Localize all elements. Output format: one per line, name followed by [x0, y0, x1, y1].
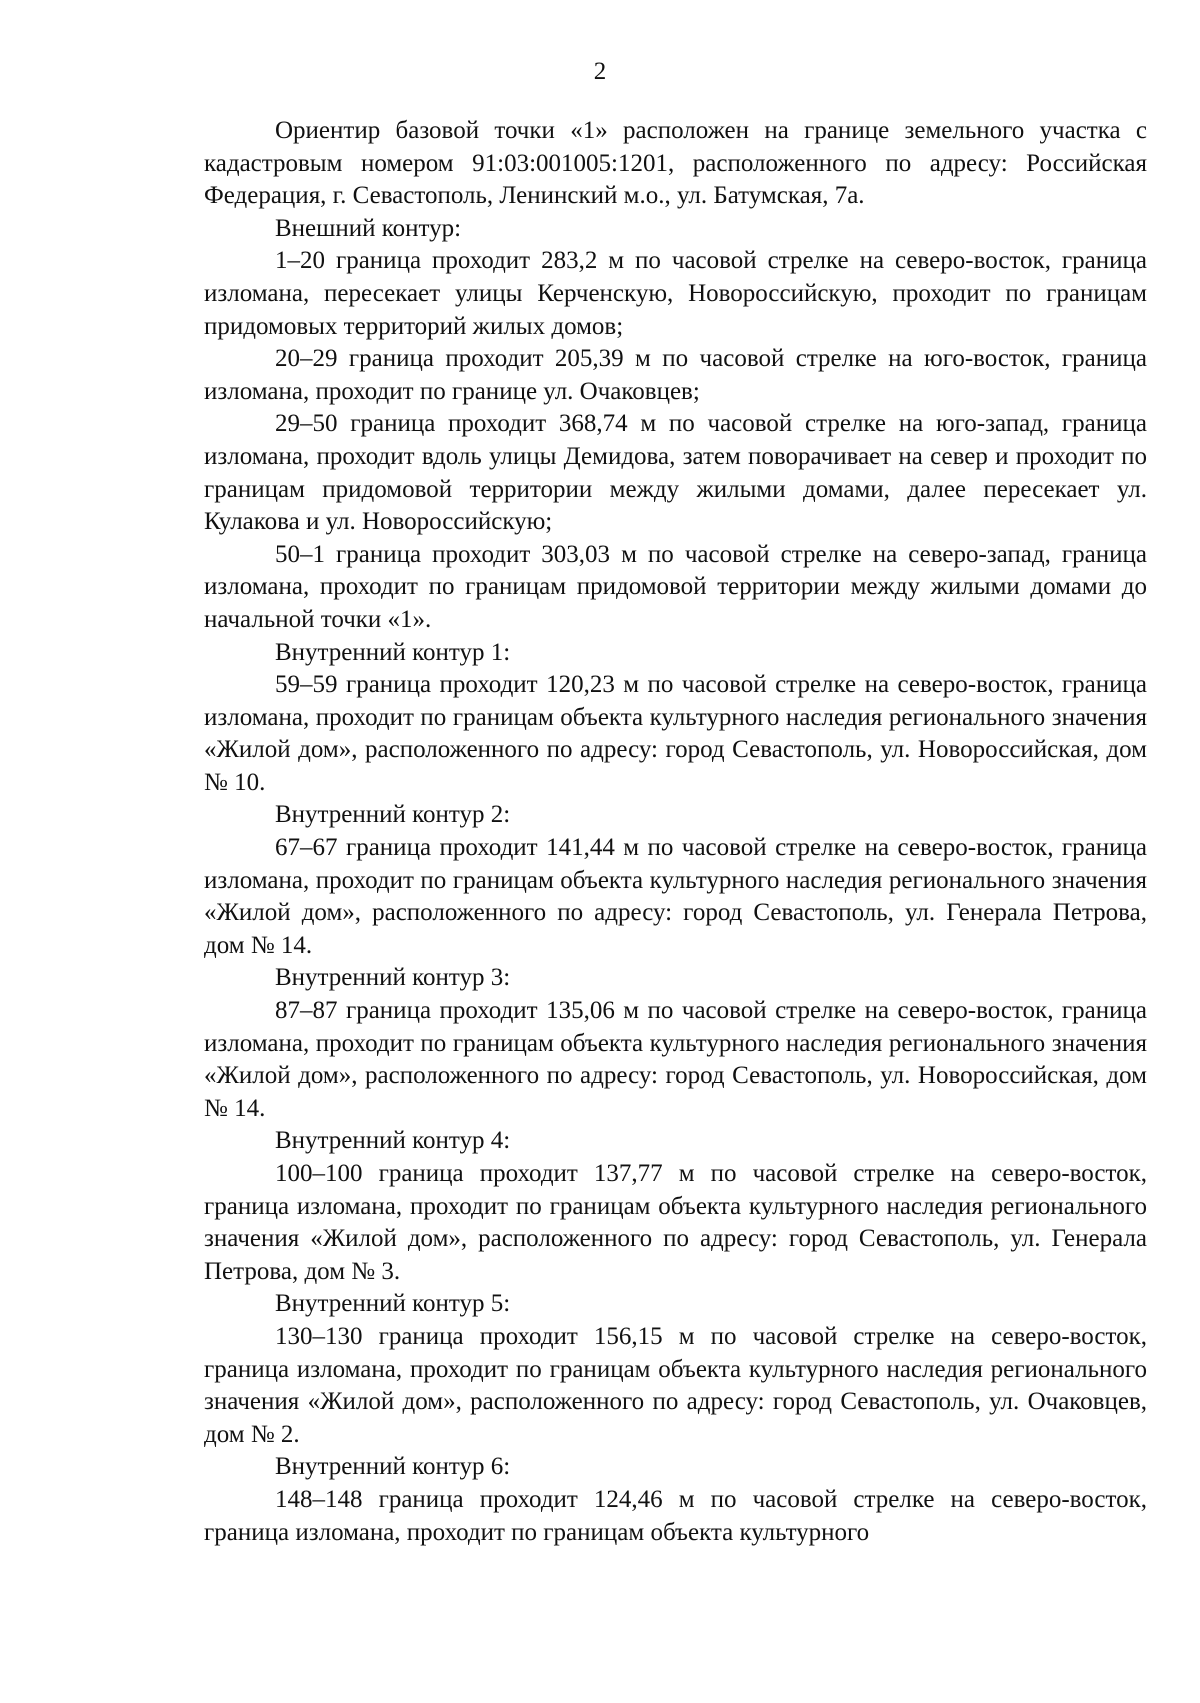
paragraph-segment-130-130: 130–130 граница проходит 156,15 м по часовой стрелке на северо-восток, граница изломана, проходит по границам объекта культурного наследия регионального значения «Жилой дом», расположенного по адресу: город Севастополь, ул. Очаковцев, дом № 2.	[204, 1322, 1147, 1448]
paragraph-segment-67-67: 67–67 граница проходит 141,44 м по часовой стрелке на северо-восток, граница изломана, проходит по границам объекта культурного наследия регионального значения «Жилой дом», расположенного по адресу: город Севастополь, ул. Генерала Петрова, дом № 14.	[204, 834, 1147, 959]
paragraph-segment-20-29: 20–29 граница проходит 205,39 м по часовой стрелке на юго-восток, граница изломана, проходит по границе ул. Очаковцев;	[204, 345, 1147, 405]
paragraph-segment-148-148: 148–148 граница проходит 124,46 м по часовой стрелке на северо-восток, граница изломана, проходит по границам объекта культурного	[204, 1485, 1147, 1546]
paragraph-segment-59-59: 59–59 граница проходит 120,23 м по часовой стрелке на северо-восток, граница изломана, проходит по границам объекта культурного наследия регионального значения «Жилой дом», расположенного по адресу: город Севастополь, ул. Новороссийская, дом № 10.	[204, 671, 1147, 796]
heading-inner-contour-5: Внутренний контур 5:	[275, 1290, 511, 1318]
paragraph-segment-87-87: 87–87 граница проходит 135,06 м по часовой стрелке на северо-восток, граница изломана, проходит по границам объекта культурного наследия регионального значения «Жилой дом», расположенного по адресу: город Севастополь, ул. Новороссийская, дом № 14.	[204, 997, 1147, 1122]
heading-inner-contour-2: Внутренний контур 2:	[275, 801, 511, 829]
heading-inner-contour-6: Внутренний контур 6:	[275, 1453, 511, 1481]
paragraph-segment-100-100: 100–100 граница проходит 137,77 м по часовой стрелке на северо-восток, граница изломана, проходит по границам объекта культурного наследия регионального значения «Жилой дом», расположенного по адресу: город Севастополь, ул. Генерала Петрова, дом № 3.	[204, 1160, 1147, 1285]
page-number: 2	[593, 58, 607, 85]
heading-inner-contour-4: Внутренний контур 4:	[275, 1127, 511, 1155]
heading-inner-contour-1: Внутренний контур 1:	[275, 638, 511, 666]
paragraph-segment-1-20: 1–20 граница проходит 283,2 м по часовой стрелке на северо-восток, граница изломана, пересекает улицы Керченскую, Новороссийскую, проходит по границам придомовых территорий жилых домов;	[204, 247, 1147, 340]
paragraph-segment-50-1: 50–1 граница проходит 303,03 м по часовой стрелке на северо-запад, граница изломана, проходит по границам придомовой территории между жилыми домами до начальной точки «1».	[204, 540, 1147, 633]
paragraph-segment-29-50: 29–50 граница проходит 368,74 м по часовой стрелке на юго-запад, граница изломана, проходит вдоль улицы Демидова, затем поворачивает на север и проходит по границам придомовой территории между жилыми домами, далее пересекает ул. Кулакова и ул. Новороссийскую;	[204, 410, 1147, 536]
heading-inner-contour-3: Внутренний контур 3:	[275, 964, 511, 992]
document-body	[204, 115, 1147, 1549]
paragraph-landmark: Ориентир базовой точки «1» расположен на границе земельного участка с кадастровым номером 91:03:001005:1201, расположенного по адресу: Российская Федерация, г. Севастополь, Ленинский м.о., ул. Батумская, 7а.	[204, 117, 1147, 210]
heading-outer-contour: Внешний контур:	[275, 214, 462, 242]
